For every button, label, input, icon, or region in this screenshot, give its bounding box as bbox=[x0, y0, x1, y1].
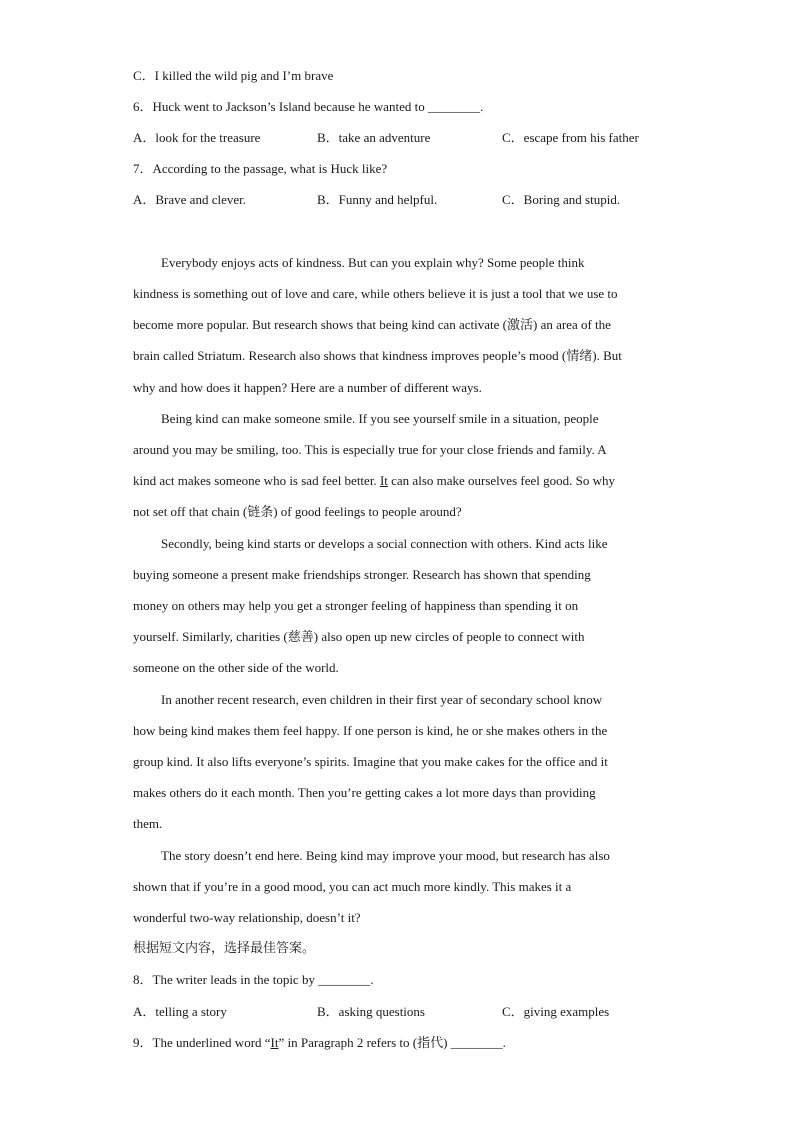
q6-stem: 6．Huck went to Jackson’s Island because he wanted to ________. bbox=[133, 99, 484, 114]
p2-line-4: not set off that chain (链条) of good feelings to people around? bbox=[133, 504, 462, 519]
q7-stem: 7．According to the passage, what is Huck like? bbox=[133, 161, 388, 176]
q9-stem-before: 9．The underlined word “ bbox=[133, 1035, 271, 1050]
q7-option-b: B．Funny and helpful. bbox=[317, 192, 438, 207]
p4-line-4: makes others do it each month. Then you’re getting cakes a lot more days than providing bbox=[133, 785, 596, 800]
p2-line-3-rest: can also make ourselves feel good. So why bbox=[387, 473, 615, 488]
p4-line-5: them. bbox=[133, 816, 163, 831]
q9-stem-after: ” in Paragraph 2 refers to (指代) ________. bbox=[278, 1035, 506, 1050]
q5-option-c: C．I killed the wild pig and I’m brave bbox=[133, 68, 334, 83]
p4-line-2: how being kind makes them feel happy. If one person is kind, he or she makes others in the bbox=[133, 723, 608, 738]
q8-option-c: C．giving examples bbox=[502, 1004, 610, 1019]
p1-line-2: kindness is something out of love and care, while others believe it is just a tool that we use to bbox=[133, 286, 618, 301]
p1-line-1: Everybody enjoys acts of kindness. But can you explain why? Some people think bbox=[161, 255, 585, 270]
p2-line-2: around you may be smiling, too. This is especially true for your close friends and family. A bbox=[133, 442, 607, 457]
p3-line-1: Secondly, being kind starts or develops a social connection with others. Kind acts like bbox=[161, 536, 608, 551]
p3-line-2: buying someone a present make friendships stronger. Research has shown that spending bbox=[133, 567, 591, 582]
q7-option-c: C．Boring and stupid. bbox=[502, 192, 621, 207]
q9-stem bbox=[133, 1034, 506, 1052]
q8-option-b: B．asking questions bbox=[317, 1004, 425, 1019]
q7-option-a: A．Brave and clever. bbox=[133, 192, 246, 207]
q6-option-c: C．escape from his father bbox=[502, 130, 639, 145]
p3-line-4: yourself. Similarly, charities (慈善) also open up new circles of people to connect with bbox=[133, 629, 585, 644]
p2-line-3-text: kind act makes someone who is sad feel better. bbox=[133, 473, 377, 488]
q6-option-a: A．look for the treasure bbox=[133, 130, 261, 145]
p2-line-3 bbox=[133, 472, 615, 490]
p5-line-2: shown that if you’re in a good mood, you can act much more kindly. This makes it a bbox=[133, 879, 572, 894]
p3-line-5: someone on the other side of the world. bbox=[133, 660, 339, 675]
p1-line-5: why and how does it happen? Here are a number of different ways. bbox=[133, 380, 482, 395]
q9-underlined-it: It bbox=[270, 1035, 279, 1050]
q6-option-b: B．take an adventure bbox=[317, 130, 431, 145]
p2-line-1: Being kind can make someone smile. If you see yourself smile in a situation, people bbox=[161, 411, 599, 426]
q8-option-a: A．telling a story bbox=[133, 1004, 227, 1019]
p4-line-3: group kind. It also lifts everyone’s spirits. Imagine that you make cakes for the office and it bbox=[133, 754, 608, 769]
instruction: 根据短文内容，选择最佳答案。 bbox=[133, 941, 316, 956]
underlined-word-it: It bbox=[379, 473, 388, 488]
p1-line-3: become more popular. But research shows that being kind can activate (激活) an area of the bbox=[133, 317, 611, 332]
p4-line-1: In another recent research, even children in their first year of secondary school know bbox=[161, 692, 603, 707]
p5-line-3: wonderful two-way relationship, doesn’t it? bbox=[133, 910, 361, 925]
p5-line-1: The story doesn’t end here. Being kind may improve your mood, but research has also bbox=[161, 848, 610, 863]
p3-line-3: money on others may help you get a stronger feeling of happiness than spending it on bbox=[133, 598, 579, 613]
p1-line-4: brain called Striatum. Research also shows that kindness improves people’s mood (情绪). But bbox=[133, 348, 622, 363]
q8-stem: 8．The writer leads in the topic by ________. bbox=[133, 972, 374, 987]
